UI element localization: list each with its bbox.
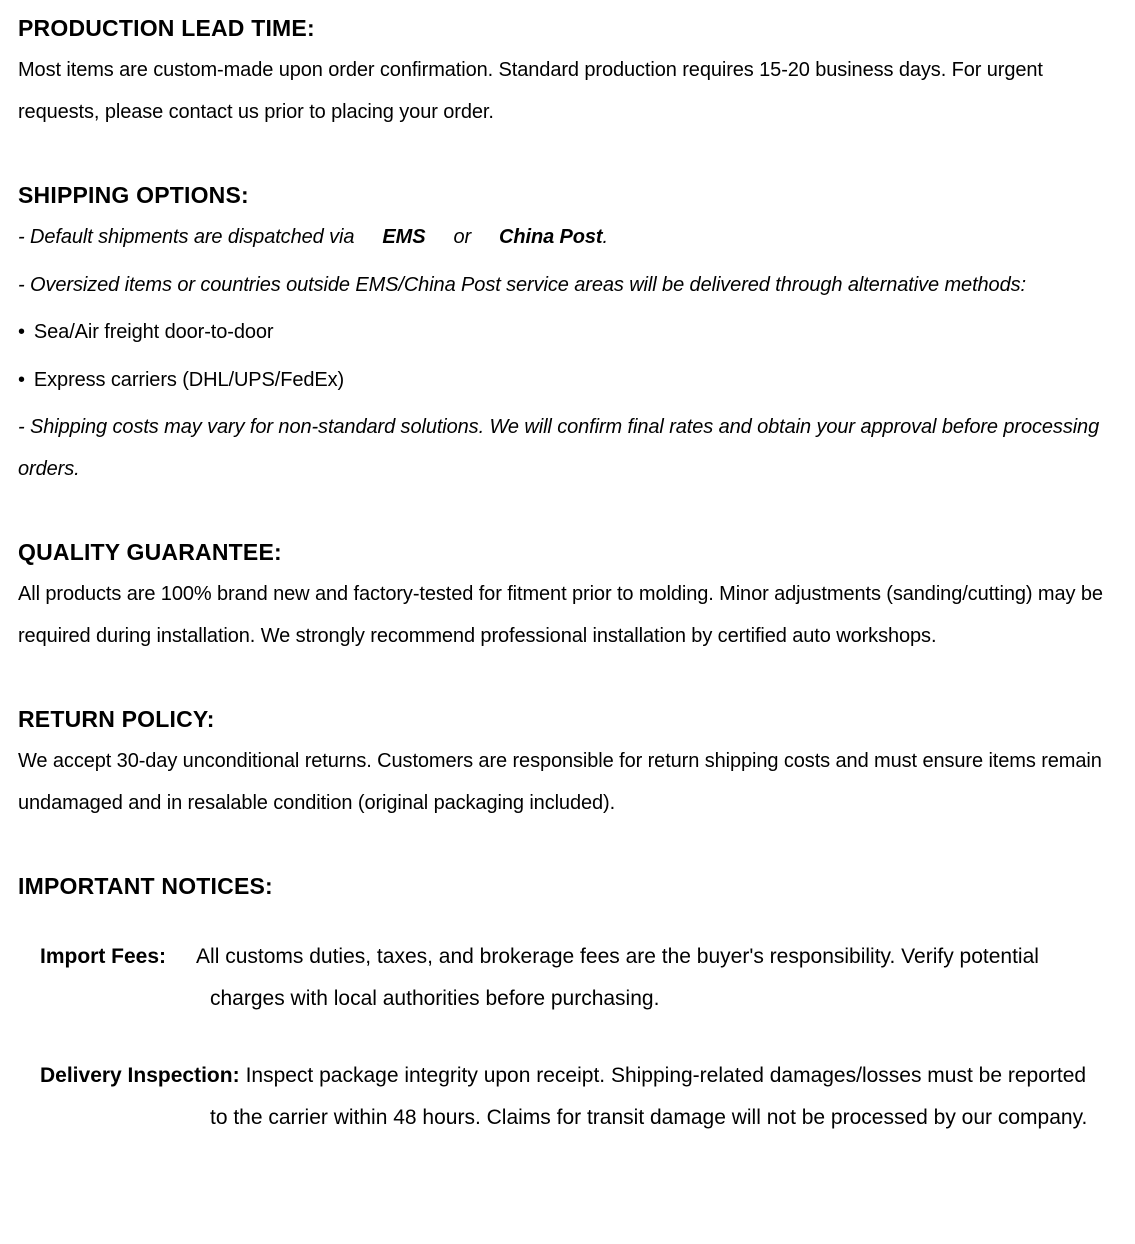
quality-guarantee-paragraph: All products are 100% brand new and factory-tested for fitment prior to molding. Minor adjustments (sanding/cutting) may be required during installation. We strongly recommend professional installation by certified auto workshops. — [18, 583, 1103, 647]
important-notices-heading: IMPORTANT NOTICES: — [18, 873, 273, 899]
bullet-icon: • — [18, 368, 25, 391]
bullet-text: Sea/Air freight door-to-door — [33, 321, 274, 343]
import-fees-text: All customs duties, taxes, and brokerage fees are the buyer's responsibility. Verify potential charges with local authorities before purchasing. — [196, 945, 1039, 1010]
delivery-inspection-text: Inspect package integrity upon receipt. Shipping-related damages/losses must be reported to the carrier within 48 hours. Claims for transit damage will not be processed by our company. — [210, 1064, 1088, 1129]
delivery-inspection-label: Delivery Inspection: — [40, 1064, 240, 1087]
carrier-ems: EMS — [382, 226, 426, 248]
quality-guarantee-heading: QUALITY GUARANTEE: — [18, 539, 282, 565]
shipping-default-period: . — [602, 226, 608, 248]
section-important-notices — [18, 870, 1117, 1138]
production-lead-time-paragraph: Most items are custom-made upon order confirmation. Standard production requires 15-20 business days. For urgent requests, please contact us prior to placing your order. — [18, 59, 1043, 123]
section-shipping-options — [18, 179, 1117, 490]
shipping-default-line — [18, 217, 1117, 259]
shipping-bullet-sea-air — [18, 312, 1117, 354]
bullet-text: Express carriers (DHL/UPS/FedEx) — [33, 368, 345, 391]
shipping-default-or: or — [453, 226, 472, 248]
shipping-default-prefix: - Default shipments are dispatched via — [18, 226, 355, 248]
bullet-icon: • — [18, 321, 25, 343]
section-quality-guarantee — [18, 536, 1117, 657]
notice-delivery-inspection — [18, 1055, 1108, 1138]
section-return-policy — [18, 703, 1117, 824]
shipping-costs-line: - Shipping costs may vary for non-standard solutions. We will confirm final rates and obtain your approval before processing orders. — [18, 416, 1100, 480]
notice-import-fees — [18, 936, 1108, 1019]
notices-list — [18, 936, 1117, 1138]
shipping-bullet-express — [18, 360, 1117, 402]
section-production-lead-time — [18, 12, 1117, 133]
production-lead-time-heading: PRODUCTION LEAD TIME: — [18, 15, 315, 41]
carrier-china-post: China Post — [499, 226, 603, 248]
shipping-oversized-line: - Oversized items or countries outside EMS/China Post service areas will be delivered through alternative methods: — [18, 273, 1026, 296]
shipping-options-heading: SHIPPING OPTIONS: — [18, 182, 249, 208]
return-policy-heading: RETURN POLICY: — [18, 706, 215, 732]
import-fees-label: Import Fees: — [40, 945, 167, 968]
return-policy-paragraph: We accept 30-day unconditional returns. Customers are responsible for return shipping costs and must ensure items remain undamaged and in resalable condition (original packaging included). — [18, 750, 1102, 814]
